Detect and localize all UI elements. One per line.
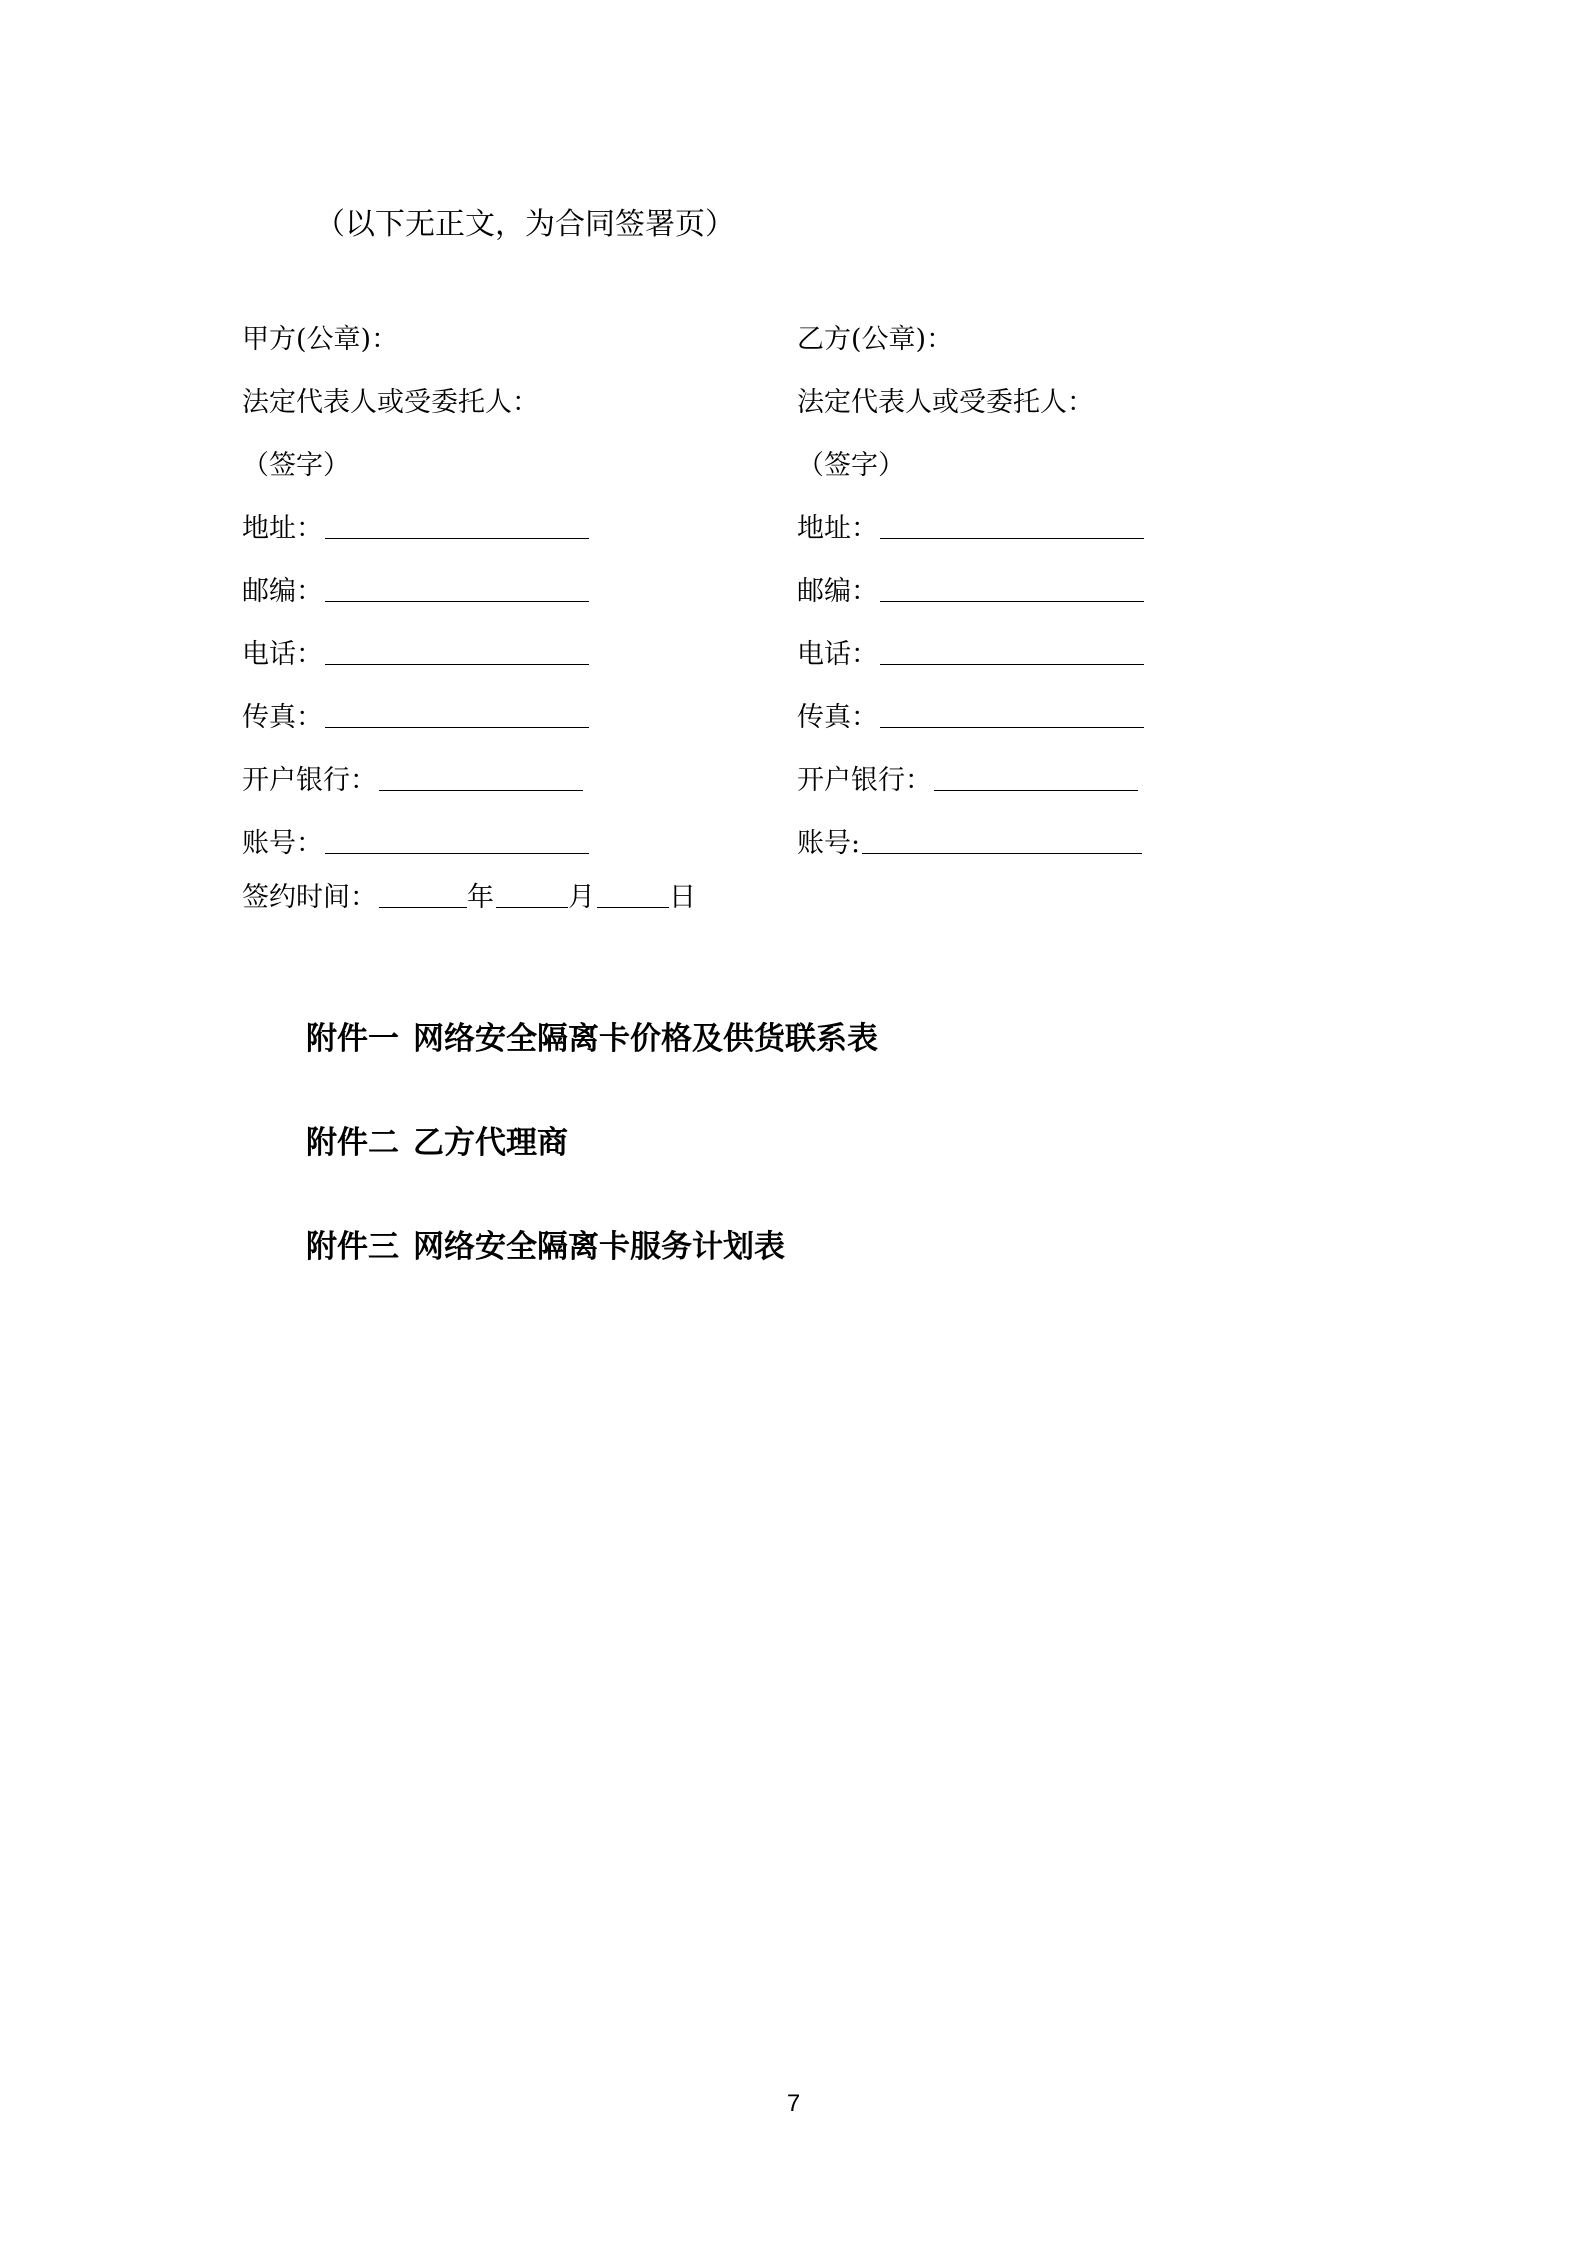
intro-note: （以下无正文，为合同签署页） — [315, 207, 735, 242]
sign-day-label: 日 — [669, 882, 696, 913]
party-b-rep-row — [797, 368, 1357, 431]
party-a-fax-blank[interactable] — [325, 701, 589, 728]
party-b-bank-blank[interactable] — [934, 764, 1138, 791]
party-b-fax-blank[interactable] — [880, 701, 1144, 728]
party-b-postcode-row — [797, 557, 1357, 620]
party-b-rep-label: 法定代表人或受委托人： — [797, 387, 1094, 418]
party-a-postcode-label: 邮编： — [242, 576, 323, 607]
party-a-phone-row — [242, 620, 802, 683]
party-a-address-label: 地址： — [242, 513, 323, 544]
party-a-seal-row — [242, 305, 802, 368]
sign-date-label: 签约时间： — [242, 882, 377, 913]
party-a-address-row — [242, 494, 802, 557]
attachment-3-title: 网络安全隔离卡服务计划表 — [413, 1229, 785, 1265]
party-b-sign-label: （签字） — [797, 450, 905, 481]
party-a-sign-row — [242, 431, 802, 494]
party-b-postcode-label: 邮编： — [797, 576, 878, 607]
party-b-address-blank[interactable] — [880, 512, 1144, 539]
party-a-bank-label: 开户银行： — [242, 765, 377, 796]
party-a-fax-label: 传真： — [242, 702, 323, 733]
sign-day-blank[interactable] — [597, 881, 669, 908]
attachment-1 — [306, 1018, 878, 1060]
sign-month-blank[interactable] — [496, 881, 568, 908]
party-b-fax-row — [797, 683, 1357, 746]
party-b-phone-label: 电话： — [797, 639, 878, 670]
party-a-seal-label: 甲方(公章)： — [242, 324, 399, 355]
attachment-1-title: 网络安全隔离卡价格及供货联系表 — [413, 1021, 878, 1057]
party-b-address-label: 地址： — [797, 513, 878, 544]
party-a-fax-row — [242, 683, 802, 746]
party-a-account-blank[interactable] — [325, 827, 589, 854]
attachment-2-title: 乙方代理商 — [413, 1125, 568, 1161]
party-a-phone-label: 电话： — [242, 639, 323, 670]
party-b-phone-blank[interactable] — [880, 638, 1144, 665]
party-b-sign-row — [797, 431, 1357, 494]
sign-date-row — [242, 863, 696, 926]
party-b-account-blank[interactable] — [862, 827, 1142, 854]
party-a-postcode-row — [242, 557, 802, 620]
party-a-rep-row — [242, 368, 802, 431]
party-a-phone-blank[interactable] — [325, 638, 589, 665]
party-a-column — [242, 305, 802, 872]
sign-year-blank[interactable] — [379, 881, 467, 908]
party-b-account-label: 账号: — [797, 828, 861, 859]
attachment-2-label: 附件二 — [306, 1125, 399, 1161]
attachment-1-label: 附件一 — [306, 1021, 399, 1057]
party-b-seal-label: 乙方(公章)： — [797, 324, 954, 355]
attachment-3 — [306, 1226, 785, 1268]
party-a-sign-label: （签字） — [242, 450, 350, 481]
page-number: 7 — [786, 2090, 801, 2117]
party-b-account-row — [797, 809, 1357, 872]
party-b-fax-label: 传真： — [797, 702, 878, 733]
sign-year-label: 年 — [467, 882, 494, 913]
party-a-postcode-blank[interactable] — [325, 575, 589, 602]
party-b-column — [797, 305, 1357, 872]
party-a-bank-blank[interactable] — [379, 764, 583, 791]
party-a-account-label: 账号： — [242, 828, 323, 859]
sign-month-label: 月 — [568, 882, 595, 913]
attachment-3-label: 附件三 — [306, 1229, 399, 1265]
party-a-bank-row — [242, 746, 802, 809]
party-a-address-blank[interactable] — [325, 512, 589, 539]
party-b-seal-row — [797, 305, 1357, 368]
attachment-2 — [306, 1122, 568, 1164]
party-b-phone-row — [797, 620, 1357, 683]
party-b-postcode-blank[interactable] — [880, 575, 1144, 602]
party-a-rep-label: 法定代表人或受委托人： — [242, 387, 539, 418]
party-b-bank-row — [797, 746, 1357, 809]
party-b-address-row — [797, 494, 1357, 557]
party-b-bank-label: 开户银行： — [797, 765, 932, 796]
